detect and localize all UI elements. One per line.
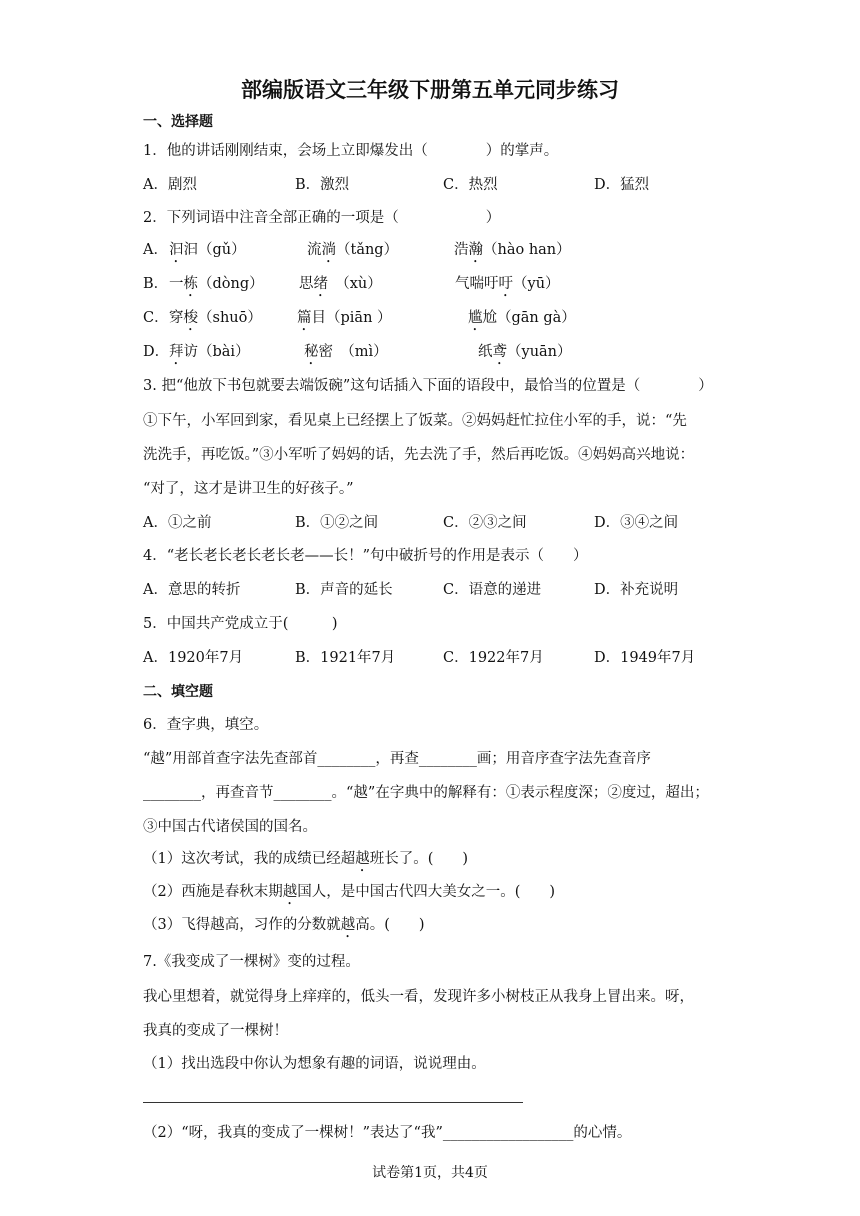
word-2 [304, 342, 388, 368]
option-d: D．猛烈 [594, 177, 650, 193]
option-c: C．②③之间 [443, 515, 527, 531]
dotted-char: 篇 [297, 310, 312, 326]
question-2-row-a [143, 240, 703, 260]
word-text: 尬（gān gà） [482, 310, 576, 326]
option-a: A．意思的转折 [143, 582, 241, 598]
page-footer: 试卷第1页，共4页 [372, 1165, 488, 1181]
dotted-char: 秘 [304, 344, 319, 360]
dotted-char: 鸢 [492, 344, 507, 360]
word-2 [297, 308, 392, 334]
row-label: D． [143, 344, 170, 360]
section-heading-fill: 二、填空题 [143, 684, 213, 700]
option-c: C．语意的递进 [443, 582, 542, 598]
question-6-line: ________，再查音节________。“越”在字典中的解释有：①表示程度深；②度过，超出； [143, 785, 709, 801]
sub-text: 班长了。( ) [369, 851, 469, 867]
sub-text: 高。( ) [355, 917, 425, 933]
word-3 [478, 342, 572, 368]
page-title: 部编版语文三年级下册第五单元同步练习 [241, 78, 619, 102]
word-text: 流 [307, 242, 322, 258]
word-1 [169, 240, 246, 266]
dotted-char: 越 [355, 851, 370, 867]
word-text: 气喘吁 [455, 276, 499, 292]
dotted-char: 栋 [183, 276, 198, 292]
question-4-options [143, 580, 703, 600]
question-1-stem: 1．他的讲话刚刚结束，会场上立即爆发出（ ）的掌声。 [143, 143, 559, 159]
word-text: （yuān） [507, 344, 572, 360]
answer-line [143, 1102, 523, 1103]
word-text: 穿 [169, 310, 184, 326]
option-d: D．③④之间 [594, 515, 679, 531]
question-7-passage-line: 我真的变成了一棵树！ [143, 1023, 288, 1039]
question-6-line: ③中国古代诸侯国的国名。 [143, 819, 317, 835]
question-7-sub-2: （2）“呀，我真的变成了一棵树！”表达了“我”__________________的心情。 [143, 1125, 632, 1141]
option-a: A．剧烈 [143, 177, 197, 193]
question-7-sub-1: （1）找出选段中你认为想象有趣的词语，说说理由。 [143, 1056, 486, 1072]
section-heading-choice: 一、选择题 [143, 114, 213, 130]
word-3 [455, 274, 560, 300]
dotted-char: 吁 [498, 276, 513, 292]
question-6-stem: 6．查字典，填空。 [143, 717, 269, 733]
dotted-char: 淌 [321, 242, 336, 258]
question-4-stem: 4．“老长老长老长老长老——长！”句中破折号的作用是表示（ ） [143, 548, 588, 564]
word-text: 访（bài） [183, 344, 250, 360]
word-text: （yū） [513, 276, 560, 292]
word-1 [169, 274, 264, 300]
option-b: B．激烈 [295, 177, 350, 193]
question-7-passage-line: 我心里想着，就觉得身上痒痒的，低头一看，发现许多小树枝正从我身上冒出来。呀， [143, 989, 694, 1005]
option-b: B．1921年7月 [295, 650, 396, 666]
word-text: 密 （mì） [318, 344, 388, 360]
word-text: （dòng） [198, 276, 264, 292]
word-1 [169, 308, 262, 334]
option-c: C．热烈 [443, 177, 498, 193]
option-b: B．声音的延长 [295, 582, 393, 598]
word-2 [299, 274, 382, 300]
question-6-line: “越”用部首查字法先查部首________，再查________画；用音序查字法先查音序 [143, 751, 651, 767]
option-b: B．①②之间 [295, 515, 379, 531]
sub-text: 国人，是中国古代四大美女之一。( ) [297, 884, 556, 900]
dotted-char: 尴 [468, 310, 483, 326]
row-label: C． [143, 310, 169, 326]
question-6-sub-3 [143, 915, 425, 941]
row-label: B． [143, 276, 169, 292]
word-3 [468, 308, 576, 334]
word-text: （shuō） [198, 310, 262, 326]
dotted-char: 汩 [169, 242, 184, 258]
word-1 [169, 342, 250, 368]
dotted-char: 瀚 [468, 242, 483, 258]
question-6-sub-2 [143, 882, 555, 908]
word-text: （tǎng） [336, 242, 399, 258]
word-text: 一 [169, 276, 184, 292]
word-3 [454, 240, 571, 266]
question-3-passage-line: ①下午，小军回到家，看见桌上已经摆上了饭菜。②妈妈赶忙拉住小军的手，说：“先 [143, 413, 687, 429]
row-label: A． [143, 242, 168, 258]
option-a: A．1920年7月 [143, 650, 244, 666]
question-2-row-b [143, 274, 703, 294]
dotted-char: 越 [340, 917, 356, 933]
question-3-passage-line: 洗洗手，再吃饭。”③小军听了妈妈的话，先去洗了手，然后再吃饭。④妈妈高兴地说： [143, 447, 695, 463]
word-text: 汩（gǔ） [183, 242, 246, 258]
question-3-passage-line: “对了，这才是讲卫生的好孩子。” [143, 481, 354, 497]
question-2-stem: 2．下列词语中注音全部正确的一项是（ ） [143, 210, 501, 226]
word-text: （xù） [328, 276, 382, 292]
sub-text: （2）西施是春秋末期 [143, 884, 283, 900]
question-3-options [143, 513, 703, 533]
question-1-options [143, 175, 703, 195]
word-text: 目（piān ） [311, 310, 392, 326]
question-2-row-d [143, 342, 703, 362]
dotted-char: 梭 [183, 310, 198, 326]
question-2-row-c [143, 308, 703, 328]
dotted-char: 绪 [313, 276, 328, 292]
dotted-char: 越 [282, 884, 298, 900]
sub-text: （3）飞得越高，习作的分数就 [143, 917, 341, 933]
question-5-options [143, 648, 703, 668]
word-text: 纸 [478, 344, 493, 360]
sub-text: （1）这次考试，我的成绩已经超 [143, 851, 356, 867]
question-3-stem: 3. 把“他放下书包就要去端饭碗”这句话插入下面的语段中，最恰当的位置是（ ） [143, 378, 713, 394]
question-5-stem: 5．中国共产党成立于( ) [143, 616, 338, 632]
option-d: D．1949年7月 [594, 650, 696, 666]
option-c: C．1922年7月 [443, 650, 544, 666]
word-text: 浩 [454, 242, 469, 258]
option-d: D．补充说明 [594, 582, 679, 598]
question-6-sub-1 [143, 849, 468, 875]
option-a: A．①之前 [143, 515, 212, 531]
question-7-stem: 7.《我变成了一棵树》变的过程。 [143, 954, 360, 970]
word-text: 思 [299, 276, 314, 292]
word-2 [307, 240, 398, 266]
dotted-char: 拜 [169, 344, 184, 360]
word-text: （hào han） [483, 242, 571, 258]
